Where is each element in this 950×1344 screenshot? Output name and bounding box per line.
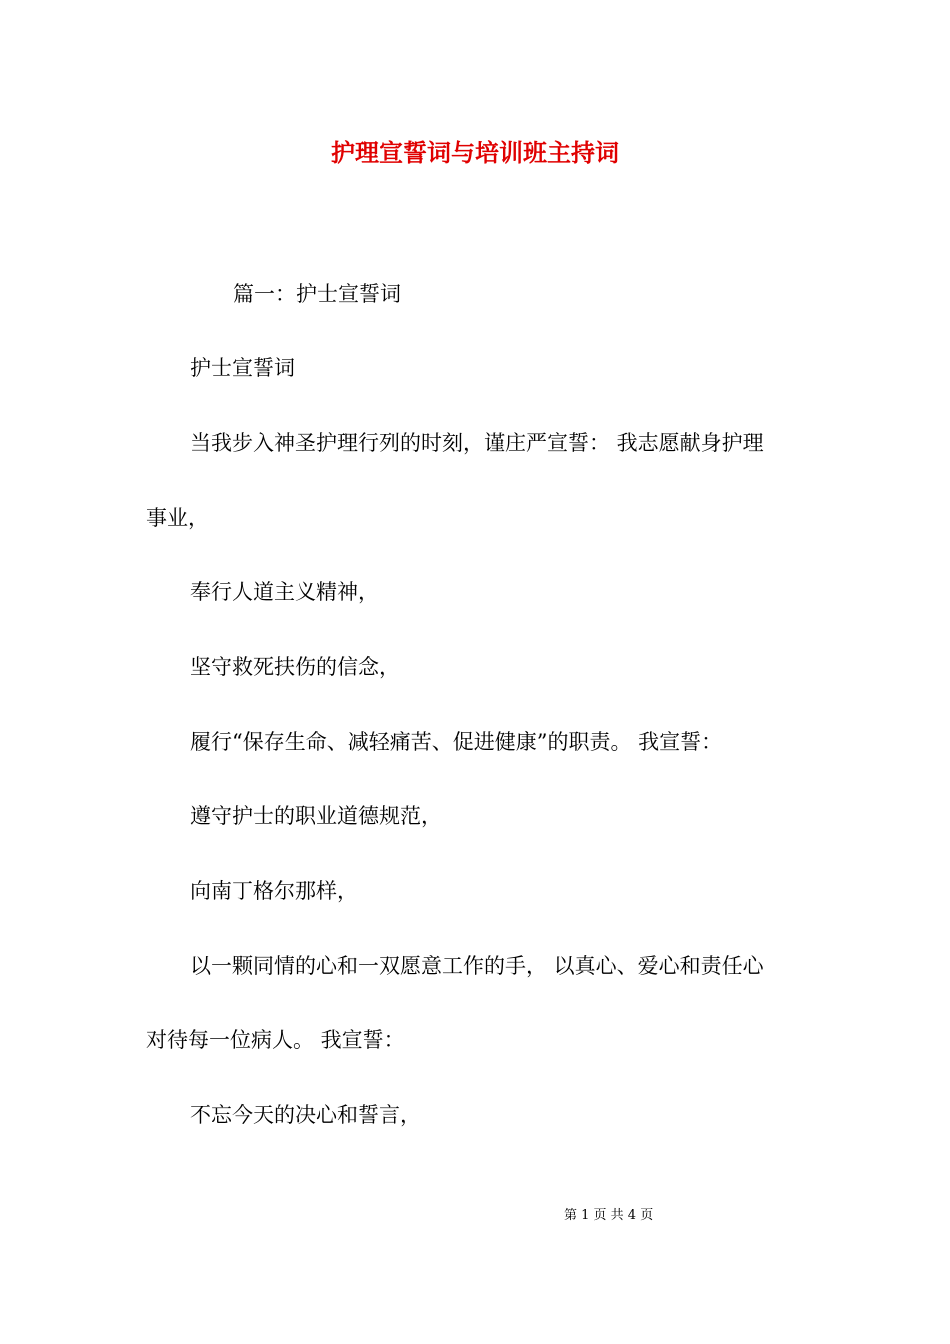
paragraph-line: 以一颗同情的心和一双愿意工作的手， 以真心、爱心和责任心 (190, 954, 764, 978)
section-heading: 篇一：护士宣誓词 (233, 282, 401, 306)
paragraph-line: 护士宣誓词 (190, 356, 295, 380)
paragraph-line: 对待每一位病人。 我宣誓： (146, 1028, 405, 1052)
paragraph-line: 奉行人道主义精神， (190, 580, 379, 604)
document-title: 护理宣誓词与培训班主持词 (331, 138, 619, 167)
paragraph-line: 向南丁格尔那样， (190, 879, 358, 903)
paragraph-line: 当我步入神圣护理行列的时刻，谨庄严宣誓： 我志愿献身护理 (190, 431, 764, 455)
page-footer: 第 1 页 共 4 页 (564, 1208, 654, 1223)
paragraph-line: 不忘今天的决心和誓言， (190, 1103, 421, 1127)
paragraph-line: 遵守护士的职业道德规范， (190, 804, 442, 828)
paragraph-line: 履行“保存生命、减轻痛苦、促进健康”的职责。 我宣誓： (190, 730, 723, 754)
paragraph-line: 坚守救死扶伤的信念， (190, 655, 400, 679)
paragraph-line: 事业， (146, 506, 209, 530)
